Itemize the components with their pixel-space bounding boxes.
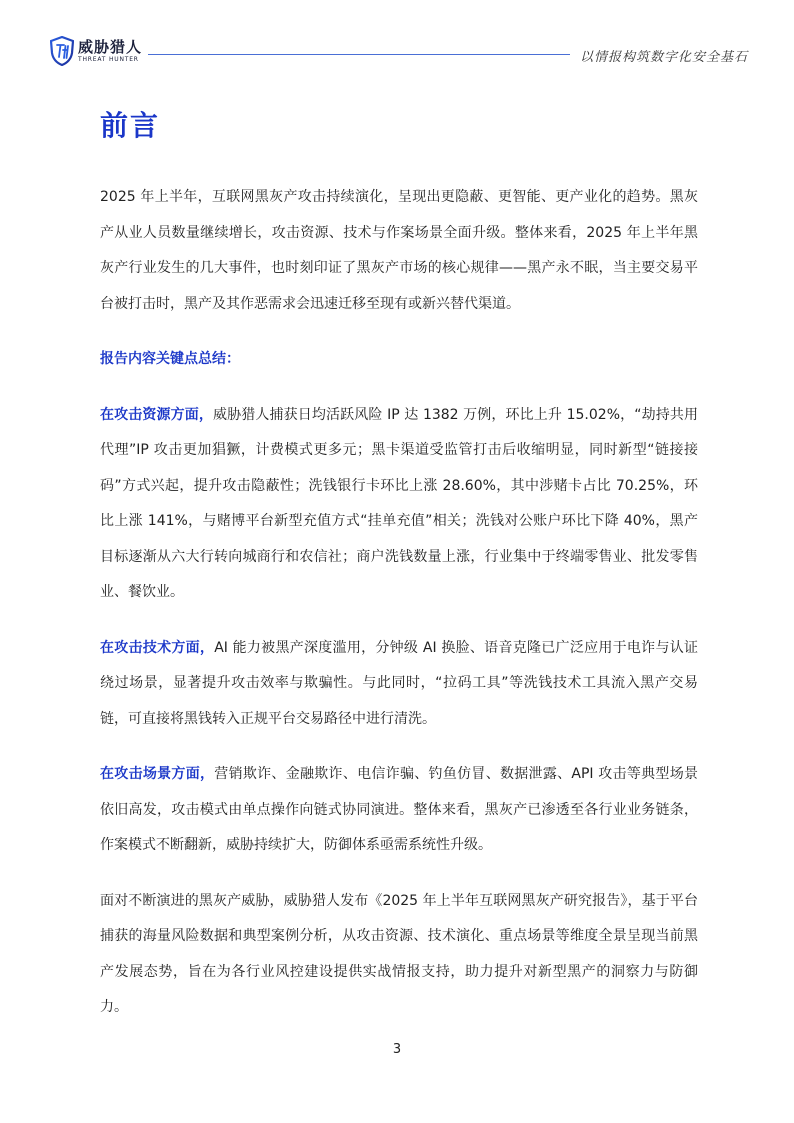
logo-english-name: THREAT HUNTER	[78, 55, 139, 63]
section-resources	[100, 398, 698, 611]
section-lead: 在攻击资源方面，	[100, 406, 214, 423]
section-technology	[100, 631, 698, 738]
section-text: 营销欺诈、金融欺诈、电信诈骗、钓鱼仿冒、数据泄露、API 攻击等典型场景依旧高发，攻击模式由单点操作向链式协同演进。整体来看，黑灰产已渗透至各行业业务链条，作案模式不断翻新，威胁持续扩大，防御体系亟需系统性升级。	[100, 766, 698, 853]
section-text: 威胁猎人捕获日均活跃风险 IP 达 1382 万例，环比上升 15.02%，“劫持共用代理”IP 攻击更加猖獗，计费模式更多元；黑卡渠道受监管打击后收缩明显，同时新型“链接接码”方式兴起，提升攻击隐蔽性；洗钱银行卡环比上涨 28.60%，其中涉赌卡占比 70.25%，环比上涨 141%，与赌博平台新型充值方式“挂单充值”相关；洗钱对公账户环比下降 40%，黑产目标逐渐从六大行转向城商行和农信社；商户洗钱数量上涨，行业集中于终端零售业、批发零售业、餐饮业。	[100, 406, 698, 600]
page-number: 3	[392, 1042, 402, 1057]
section-text: AI 能力被黑产深度滥用，分钟级 AI 换脸、语音克隆已广泛应用于电诈与认证绕过场景，显著提升攻击效率与欺骗性。与此同时，“拉码工具”等洗钱技术工具流入黑产交易链，可直接将黑钱转入正规平台交易路径中进行清洗。	[100, 639, 699, 727]
page-title: 前言	[100, 109, 161, 142]
header-divider	[148, 54, 570, 55]
logo	[50, 36, 142, 66]
intro-paragraph: 2025 年上半年，互联网黑灰产攻击持续演化，呈现出更隐蔽、更智能、更产业化的趋势。黑灰产从业人员数量继续增长，攻击资源、技术与作案场景全面升级。整体来看，2025 年上半年黑灰产行业发生的几大事件，也时刻印证了黑灰产市场的核心规律——黑产永不眠，当主要交易平台被打击时，黑产及其作恶需求会迅速迁移至现有或新兴替代渠道。	[100, 189, 698, 312]
conclusion-paragraph: 面对不断演进的黑灰产威胁，威胁猎人发布《2025 年上半年互联网黑灰产研究报告》，基于平台捕获的海量风险数据和典型案例分析，从攻击资源、技术演化、重点场景等维度全景呈现当前黑产发展态势，旨在为各行业风控建设提供实战情报支持，助力提升对新型黑产的洞察力与防御力。	[100, 892, 698, 1015]
header-slogan: 以情报构筑数字化安全基石	[579, 50, 748, 65]
logo-chinese-name: 威胁猎人	[78, 37, 143, 56]
main-content	[100, 180, 698, 1026]
section-lead: 在攻击技术方面，	[100, 639, 215, 656]
section-scenarios	[100, 757, 698, 864]
shield-logo-icon	[50, 36, 74, 66]
section-lead: 在攻击场景方面，	[100, 766, 215, 782]
page-header	[0, 0, 794, 80]
summary-subheading: 报告内容关键点总结：	[100, 351, 240, 367]
